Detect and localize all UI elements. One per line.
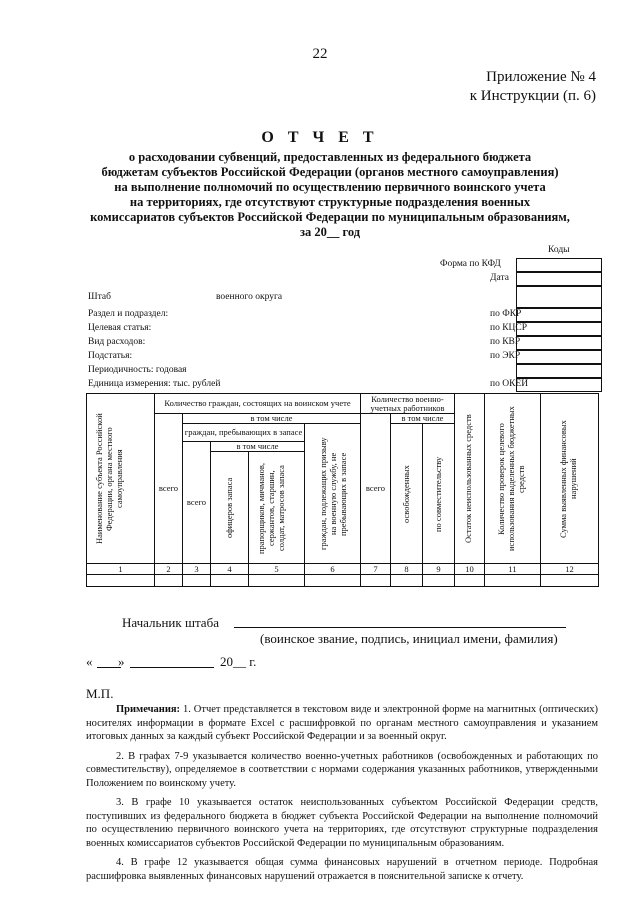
col-checks-header: Количество проверок целевого использования выделенных бюджетных средств — [485, 394, 541, 564]
field-code: по КЦСР — [490, 323, 528, 333]
code-box-fkr[interactable] — [516, 308, 602, 322]
field-code: по ОКЕИ — [490, 379, 529, 389]
code-box-form[interactable] — [516, 258, 602, 272]
col-number: 10 — [455, 564, 485, 575]
field-label: Периодичность: годовая — [88, 365, 187, 375]
col-soldiers-header: прапорщиков, мичманов, сержантов, старшин, солдат, матросов запаса — [249, 452, 305, 564]
col-violations-header: Сумма выявленных финансовых нарушений — [541, 394, 599, 564]
field-label: Подстатья: — [88, 351, 133, 361]
col-number: 2 — [155, 564, 183, 575]
field-label: Целевая статья: — [88, 323, 152, 333]
field-code: по ФКР — [490, 309, 522, 319]
col-workers-header: Количество военно-учетных работников — [361, 394, 455, 414]
empty-cell[interactable] — [361, 575, 391, 587]
notes-block — [86, 703, 598, 889]
form-kfd-label: Форма по КФД — [440, 259, 501, 269]
page-number: 22 — [312, 46, 328, 62]
subtitle-line: за 20__ год — [299, 225, 361, 239]
code-box-ekr[interactable] — [516, 350, 602, 364]
col-reserve-header: граждан, пребывающих в запасе — [183, 424, 305, 442]
empty-cell[interactable] — [211, 575, 249, 587]
col-released-header: освобожденных — [391, 424, 423, 564]
col-remainder-header: Остаток неиспользованных средств — [455, 394, 485, 564]
empty-cell[interactable] — [423, 575, 455, 587]
col-number: 12 — [541, 564, 599, 575]
field-label: Раздел и подраздел: — [88, 309, 169, 319]
col-number: 7 — [361, 564, 391, 575]
col-citizens-header: Количество граждан, состоящих на воинском учете — [155, 394, 361, 414]
empty-cell[interactable] — [183, 575, 211, 587]
note-3: 3. В графе 10 указывается остаток неиспользованных субъектом Российской Федерации средств, поступивших из федерального бюджета в бюджет субъекта Российской Федерации на выполнение полномочий по осуществлению первичного воинского учета на территориях, где отсутствуют структурные подразделения военных комиссариатов субъектов Российской Федерации по муниципальным образованиям. — [86, 797, 598, 849]
col-number: 4 — [211, 564, 249, 575]
staff-text: военного округа — [216, 292, 283, 302]
col-parttime-header: по совместительству — [423, 424, 455, 564]
col-conscript-header: граждан, подлежащих призыву на военную службу, не пребывающих в запасе — [305, 424, 361, 564]
note-4: 4. В графе 12 указывается общая сумма финансовых нарушений в отчетном периоде. Подробная расшифровка выявленных финансовых нарушений отражается в пояснительной записке к отчету. — [86, 857, 598, 882]
appendix-reference — [470, 68, 596, 106]
incl-header-reserve: в том числе — [211, 442, 305, 452]
col-reserve-total-header: всего — [183, 442, 211, 564]
code-box-okei[interactable] — [516, 378, 602, 392]
code-box-staff[interactable] — [516, 286, 602, 308]
col-officers-header: офицеров запаса — [211, 452, 249, 564]
col-name-header: Наименование субъекта Российской Федерации, органа местного самоуправления — [87, 394, 155, 564]
date-year: 20__ г. — [220, 654, 257, 669]
col-number: 9 — [423, 564, 455, 575]
date-month-line — [130, 667, 214, 668]
empty-cell[interactable] — [87, 575, 155, 587]
col-workers-total-header: всего — [361, 414, 391, 564]
incl-header: в том числе — [183, 414, 361, 424]
col-number: 11 — [485, 564, 541, 575]
col-total-header: всего — [155, 414, 183, 564]
report-table — [86, 393, 599, 587]
date-label: Дата — [490, 273, 509, 283]
code-box-date[interactable] — [516, 272, 602, 286]
incl-header-workers: в том числе — [391, 414, 455, 424]
subtitle-line: на выполнение полномочий по осуществлению первичного воинского учета — [114, 180, 546, 194]
date-quote-close: » — [118, 654, 125, 669]
appendix-line2: к Инструкции (п. 6) — [469, 88, 596, 104]
code-box-kvr[interactable] — [516, 336, 602, 350]
code-box-empty[interactable] — [516, 364, 602, 378]
note-1: Примечания: 1. Отчет представляется в текстовом виде и электронной форме на магнитных (оптических) носителях информации в формате Excel с расшифровкой по органам местного самоуправления и указанием итоговых данных за каждый субъект Российской Федерации и за военный округ. — [86, 704, 599, 742]
empty-cell[interactable] — [305, 575, 361, 587]
notes-label: Примечания: — [116, 704, 181, 715]
col-number: 5 — [249, 564, 305, 575]
subtitle-line: на территориях, где отсутствуют структурные подразделения военных — [129, 195, 531, 209]
signature-caption: (воинское звание, подпись, инициал имени, фамилия) — [260, 631, 558, 646]
col-number: 8 — [391, 564, 423, 575]
note-2: 2. В графах 7-9 указывается количество военно-учетных работников (освобожденных и работающих по совместительству), определяемое в соответствии с нормами содержания указанных работников, утвержденными Положением по воинскому учету. — [86, 750, 598, 789]
appendix-line1: Приложение № 4 — [486, 69, 596, 85]
codes-header: Коды — [548, 245, 570, 255]
chief-label: Начальник штаба — [122, 615, 219, 630]
subtitle-line: бюджетам субъектов Российской Федерации (органов местного самоуправления) — [101, 165, 559, 179]
report-subtitle — [60, 150, 600, 240]
subtitle-line: о расходовании субвенций, предоставленных из федерального бюджета — [128, 150, 532, 164]
empty-cell[interactable] — [391, 575, 423, 587]
empty-cell[interactable] — [249, 575, 305, 587]
empty-cell[interactable] — [155, 575, 183, 587]
col-number: 6 — [305, 564, 361, 575]
field-label: Единица измерения: тыс. рублей — [88, 379, 221, 389]
subtitle-line: комиссариатов субъектов Российской Федерации по муниципальным образованиям, — [90, 210, 570, 224]
staff-label: Штаб — [88, 292, 111, 302]
empty-cell[interactable] — [541, 575, 599, 587]
stamp-place: М.П. — [86, 686, 114, 701]
empty-cell[interactable] — [485, 575, 541, 587]
empty-cell[interactable] — [455, 575, 485, 587]
code-box-kcsr[interactable] — [516, 322, 602, 336]
date-quote-open: « — [86, 654, 93, 669]
report-title: О Т Ч Е Т — [261, 129, 379, 146]
col-number: 1 — [87, 564, 155, 575]
col-number: 3 — [183, 564, 211, 575]
field-code: по КВР — [490, 337, 521, 347]
field-code: по ЭКР — [490, 351, 521, 361]
field-label: Вид расходов: — [88, 337, 146, 347]
signature-line — [234, 627, 566, 628]
